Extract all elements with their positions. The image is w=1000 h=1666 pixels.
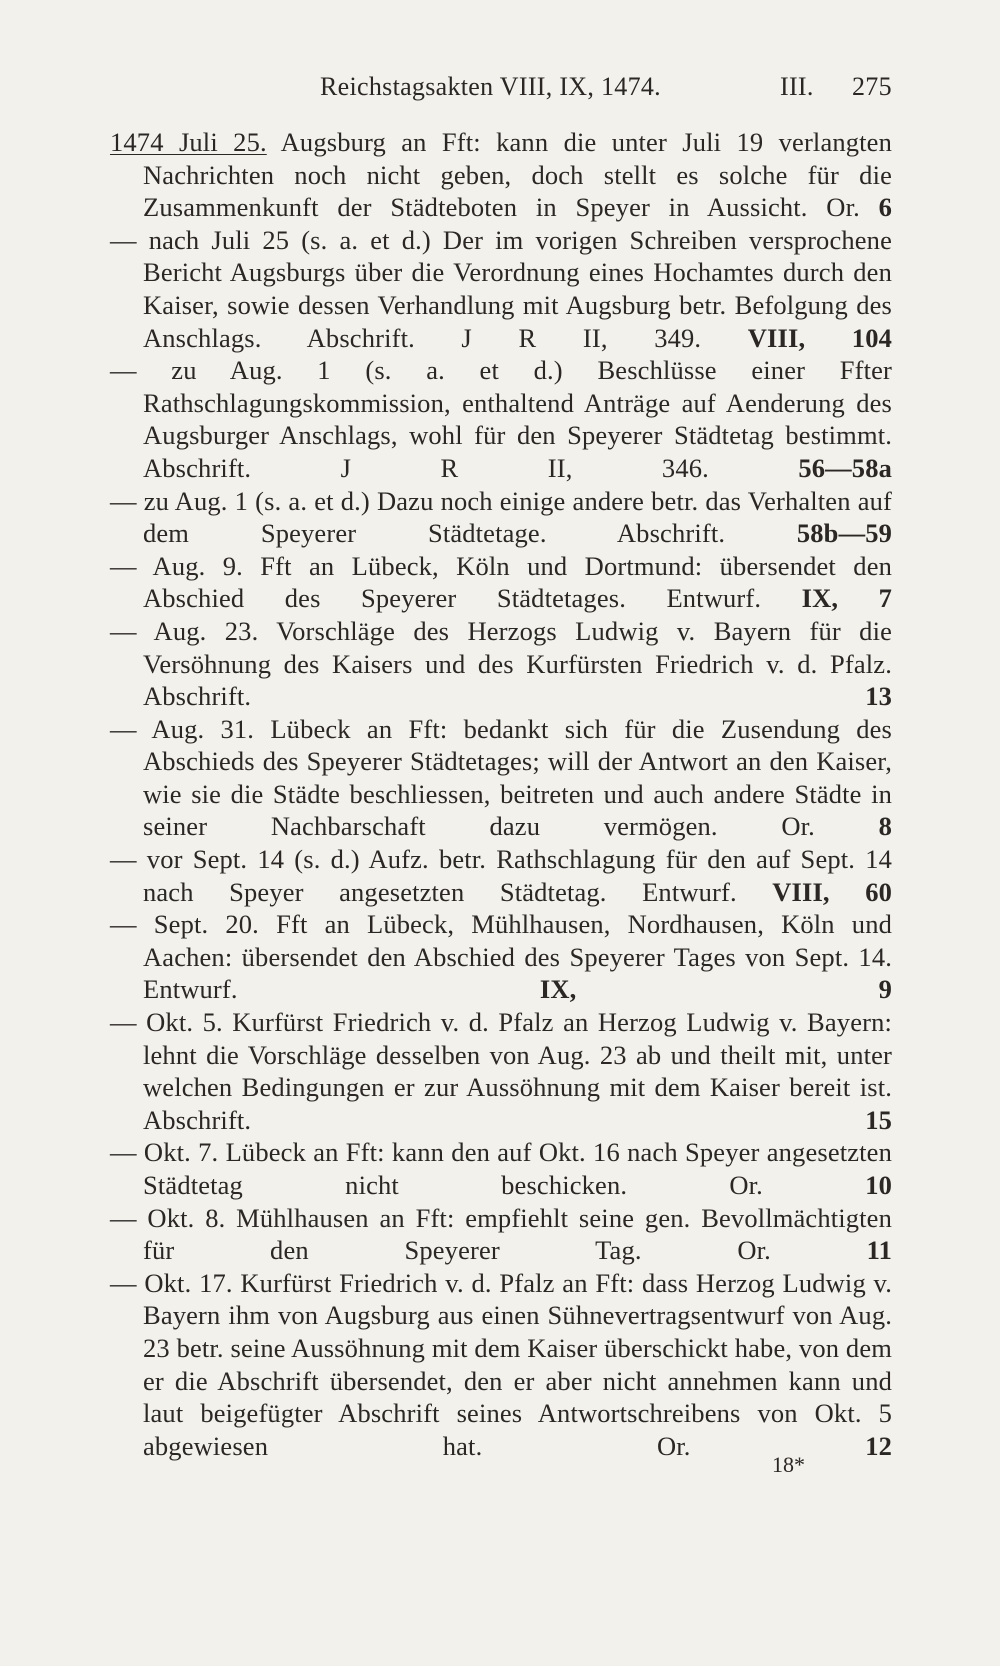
entry-date: — Aug. 31. [110,713,255,744]
entry-reference: 6 [878,192,892,223]
regesten-list [110,126,892,1462]
entry-text: Dazu noch einige andere betr. das Verhalten auf dem Speyerer Städtetage. Abschrift. [143,485,892,549]
entry-reference: IX, 9 [539,974,892,1005]
entry-date: — vor Sept. 14 (s. d.) [110,844,360,875]
entry-text: Lübeck an Fft: bedankt sich für die Zusendung des Abschieds des Speyerer Städtetages; will der Antwort an den Kaiser, wie sie die Städte beschliessen, beitreten und auch andere Städte in seiner Nachbarschaft dazu vermögen. Or. [143,713,892,842]
entry-text: Vorschläge des Herzogs Ludwig v. Bayern für die Versöhnung des Kaisers und des Kurfürsten Friedrich v. d. Pfalz. Abschrift. [143,615,892,712]
entry-date: — Sept. 20. [110,909,259,940]
entry-reference: 56—58a [798,452,892,483]
entry-date: — nach Juli 25 (s. a. et d.) [110,224,431,255]
entry-7 [110,713,892,843]
entry-10 [110,1006,892,1136]
entry-reference: 10 [865,1170,892,1200]
entry-1 [110,126,892,224]
entry-reference: 58b—59 [796,518,893,549]
entry-date: — zu Aug. 1 (s. a. et d.) [110,485,370,516]
page-header [320,72,900,112]
entry-reference: 12 [865,1430,892,1461]
entry-reference: 8 [878,811,892,842]
entry-text: Kurfürst Friedrich v. d. Pfalz an Fft: dass Herzog Ludwig v. Bayern ihm von Augsburg aus einen Sühnevertragsentwurf von Aug. 23 betr. seine Aussöhnung mit dem Kaiser überschickt habe, von dem er die Abschrift übersendet, den er aber nicht annehmen kann und laut beigefügter Abschrift seines Antwortschreibens von Okt. 5 abgewiesen hat. Or. [143,1267,893,1461]
entry-date: — Okt. 8. [110,1202,226,1233]
running-title: Reichstagsakten VIII, IX, 1474. [320,72,661,101]
entry-5 [110,550,892,615]
entry-date: — zu Aug. 1 (s. a. et d.) [110,355,563,386]
entry-text: Augsburg an Fft: kann die unter Juli 19 verlangten Nachrichten noch nicht geben, doch stellt es solche für die Zusammenkunft der Städteboten in Speyer in Aussicht. Or. [143,127,892,223]
entry-text: Der im vorigen Schreiben versprochene Bericht Augsburgs über die Verordnung eines Hochamtes durch den Kaiser, sowie dessen Verhandlung mit Augsburg betr. Befolgung des Anschlags. Abschrift. J R II, 349. [143,224,892,353]
section-number: III. [780,72,814,101]
entry-text: Mühlhausen an Fft: empfiehlt seine gen. Bevollmächtigten für den Speyerer Tag. Or. [143,1202,892,1266]
entry-date: 1474 Juli 25. [110,127,267,157]
page-number: 275 [852,72,892,101]
entry-date: — Okt. 7. [110,1137,219,1168]
entry-text: Fft an Lübeck, Köln und Dortmund: übersendet den Abschied des Speyerer Städtetages. Entwurf. [143,550,893,614]
entry-date: — Aug. 9. [110,550,243,581]
entry-reference: 11 [866,1235,892,1266]
entry-9 [110,908,892,1006]
entry-reference: 15 [865,1104,892,1135]
entry-reference: 13 [865,681,892,712]
entry-reference: VIII, 104 [747,322,892,353]
entry-text: Lübeck an Fft: kann den auf Okt. 16 nach Speyer angesetzten Städtetag nicht beschicken. Or. [143,1137,892,1200]
entry-text: Kurfürst Friedrich v. d. Pfalz an Herzog Ludwig v. Bayern: lehnt die Vorschläge desselben von Aug. 23 ab und theilt mit, unter welchen Bedingungen er zur Aussöhnung mit dem Kaiser bereit ist. Abschrift. [143,1007,892,1135]
entry-12 [110,1202,892,1267]
entry-text: Fft an Lübeck, Mühlhausen, Nordhausen, Köln und Aachen: übersendet den Abschied des Speyerer Tages von Sept. 14. Entwurf. [143,909,893,1005]
entry-3 [110,354,892,484]
entry-reference: IX, 7 [801,583,893,614]
entry-2 [110,224,892,354]
entry-date: — Aug. 23. [110,615,259,646]
entry-date: — Okt. 5. [110,1007,223,1038]
entry-text: Aufz. betr. Rathschlagung für den auf Sept. 14 nach Speyer angesetzten Städtetag. Entwurf. [143,844,892,907]
entry-reference: VIII, 60 [772,876,892,907]
entry-13 [110,1267,892,1463]
entry-4 [110,485,892,550]
entry-11 [110,1136,892,1201]
entry-6 [110,615,892,713]
entry-8 [110,843,892,908]
entry-text: Beschlüsse einer Ffter Rathschlagungskommission, enthaltend Anträge auf Aenderung des Augsburger Anschlags, wohl für den Speyerer Städtetag bestimmt. Abschrift. J R II, 346. [143,355,892,483]
entry-date: — Okt. 17. [110,1267,233,1298]
signature-mark: 18* [772,1452,805,1477]
